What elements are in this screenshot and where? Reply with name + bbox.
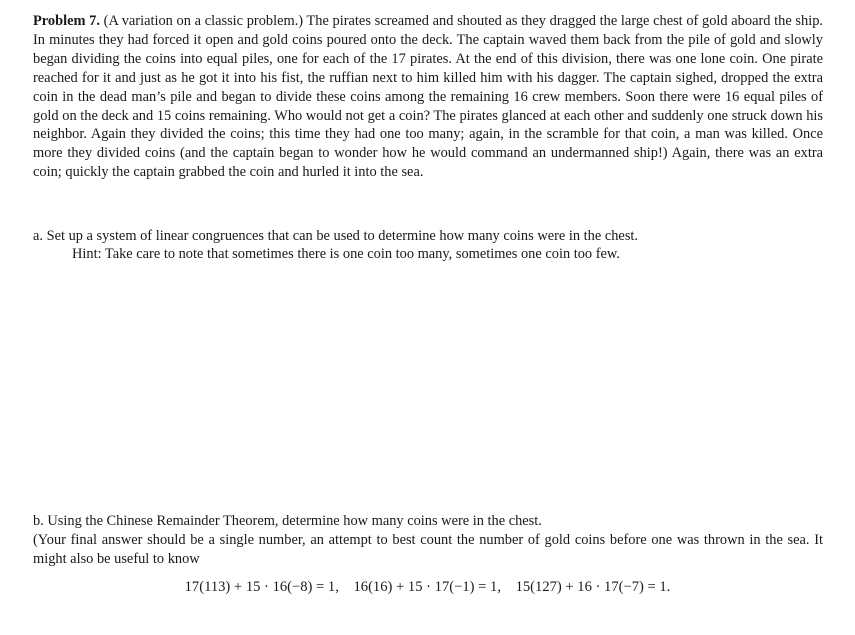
- part-a-question: a. Set up a system of linear congruences that can be used to determine how many coins were in the chest.: [33, 228, 639, 244]
- bezout-equations: 17(113) + 15 · 16(−8) = 1, 16(16) + 15 · 17(−1) = 1, 15(127) + 16 · 17(−7) = 1.: [184, 579, 671, 595]
- part-b-note: (Your final answer should be a single number, an attempt to best count the number of gold coins before one was thrown in the sea. It might also be useful to know: [33, 532, 823, 567]
- problem-text: (A variation on a classic problem.) The pirates screamed and shouted as they dragged the large chest of gold aboard the ship. In minutes they had forced it open and gold coins poured onto the deck. The captain waved them back from the pile of gold and slowly began dividing the coins into equal piles, one for each of the 17 pirates. At the end of this division, there was one lone coin. One pirate reached for it and just as he got it into his fist, the ruffian next to him killed him with his dagger. The captain sighed, dropped the extra coin in the dead man’s pile and began to divide these coins among the remaining 16 crew members. Soon there were 16 equal piles of gold on the deck and 15 coins remaining. Who would not get a coin? The pirates glanced at each other and suddenly one struck down his neighbor. Again they divided the coins; this time they had one too many; again, in the scramble for that coin, a man was killed. Once more they divided coins (and the captain began to wonder how he would command an undermanned ship!) Again, there was an extra coin; quickly the captain grabbed the coin and hurled it into the sea.: [33, 13, 823, 181]
- problem-label: Problem 7.: [33, 13, 100, 29]
- part-a-hint: Hint: Take care to note that sometimes there is one coin too many, sometimes one coin too few.: [72, 246, 620, 262]
- problem-statement: [33, 12, 823, 182]
- part-b-question: b. Using the Chinese Remainder Theorem, determine how many coins were in the chest.: [33, 513, 542, 529]
